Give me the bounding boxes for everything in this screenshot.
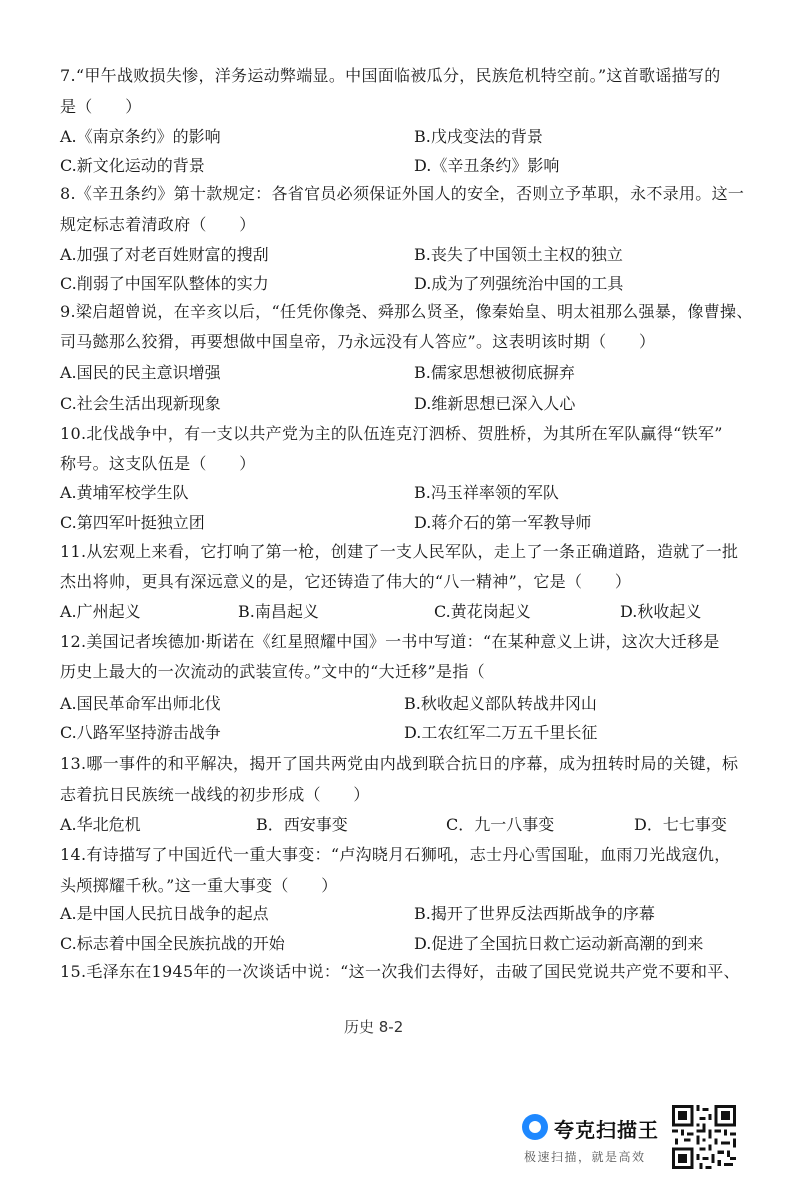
page-label: 历史 8-2 [344, 1018, 404, 1036]
q13-option-a: A.华北危机 [60, 815, 141, 834]
q7-option-d: D.《辛丑条约》影响 [414, 156, 560, 175]
quark-logo-icon [522, 1114, 548, 1140]
q10-option-a: A.黄埔军校学生队 [60, 483, 189, 502]
q9-option-b: B.儒家思想被彻底摒弃 [414, 363, 575, 382]
q12-option-a: A.国民革命军出师北伐 [60, 694, 221, 713]
brand-slogan: 极速扫描，就是高效 [524, 1150, 646, 1164]
q12-stem-line-1: 12.美国记者埃德加·斯诺在《红星照耀中国》一书中写道：“在某种意义上讲，这次大迁移是 [60, 632, 720, 651]
q15-stem-line-1: 15.毛泽东在1945年的一次谈话中说：“这一次我们去得好，击破了国民党说共产党不要和平、 [60, 962, 740, 981]
q10-option-d: D.蒋介石的第一军教导师 [414, 513, 592, 532]
q12-stem-line-2: 历史上最大的一次流动的武装宣传。”文中的“大迁移”是指（ [60, 662, 485, 681]
q13-stem-line-2: 志着抗日民族统一战线的初步形成（ ） [60, 785, 370, 804]
brand-name: 夸克扫描王 [554, 1118, 659, 1142]
q9-stem-line-2: 司马懿那么狡猾，再要想做中国皇帝，乃永远没有人答应”。这表明该时期（ ） [60, 332, 656, 351]
q11-option-c: C.黄花岗起义 [434, 602, 531, 621]
q14-stem-line-2: 头颅掷耀千秋。”这一重大事变（ ） [60, 876, 338, 895]
q14-option-c: C.标志着中国全民族抗战的开始 [60, 934, 285, 953]
q12-option-c: C.八路军坚持游击战争 [60, 723, 221, 742]
q13-stem-line-1: 13.哪一事件的和平解决，揭开了国共两党由内战到联合抗日的序幕，成为扭转时局的关键，标 [60, 754, 739, 773]
q11-option-d: D.秋收起义 [620, 602, 702, 621]
q7-option-a: A.《南京条约》的影响 [60, 127, 221, 146]
q8-option-a: A.加强了对老百姓财富的搜刮 [60, 245, 269, 264]
q9-option-d: D.维新思想已深入人心 [414, 394, 576, 413]
q9-stem-line-1: 9.梁启超曾说，在辛亥以后，“任凭你像尧、舜那么贤圣，像秦始皇、明太祖那么强暴，像曹操、 [60, 302, 753, 321]
q12-option-d: D.工农红军二万五千里长征 [404, 723, 598, 742]
q7-option-c: C.新文化运动的背景 [60, 156, 205, 175]
q14-option-d: D.促进了全国抗日救亡运动新高潮的到来 [414, 934, 704, 953]
q8-stem-line-1: 8.《辛丑条约》第十款规定：各省官员必须保证外国人的安全，否则立予革职，永不录用。这一 [60, 184, 745, 203]
q9-option-a: A.国民的民主意识增强 [60, 363, 221, 382]
scanner-brand [522, 1110, 672, 1170]
q13-option-d: D．七七事变 [634, 815, 727, 834]
q7-stem-line-2: 是（ ） [60, 97, 142, 116]
q14-option-a: A.是中国人民抗日战争的起点 [60, 904, 269, 923]
q8-option-d: D.成为了列强统治中国的工具 [414, 274, 624, 293]
q8-option-c: C.削弱了中国军队整体的实力 [60, 274, 269, 293]
q10-option-b: B.冯玉祥率领的军队 [414, 483, 559, 502]
q8-stem-line-2: 规定标志着清政府（ ） [60, 215, 256, 234]
q8-option-b: B.丧失了中国领土主权的独立 [414, 245, 623, 264]
q10-stem-line-2: 称号。这支队伍是（ ） [60, 454, 256, 473]
q11-option-b: B.南昌起义 [238, 602, 319, 621]
q14-stem-line-1: 14.有诗描写了中国近代一重大事变：“卢沟晓月石狮吼，志士丹心雪国耻，血雨刀光战寇仇， [60, 845, 731, 864]
q11-stem-line-1: 11.从宏观上来看，它打响了第一枪，创建了一支人民军队，走上了一条正确道路，造就了一批 [60, 542, 739, 561]
q14-option-b: B.揭开了世界反法西斯战争的序幕 [414, 904, 655, 923]
q12-option-b: B.秋收起义部队转战井冈山 [404, 694, 597, 713]
q7-option-b: B.戊戌变法的背景 [414, 127, 543, 146]
q13-option-c: C．九一八事变 [446, 815, 555, 834]
q7-stem-line-1: 7.“甲午战败损失惨，洋务运动弊端显。中国面临被瓜分，民族危机特空前。”这首歌谣描写的 [60, 66, 721, 85]
q11-option-a: A.广州起义 [60, 602, 141, 621]
qr-code-icon [672, 1105, 736, 1169]
q9-option-c: C.社会生活出现新现象 [60, 394, 221, 413]
q10-option-c: C.第四军叶挺独立团 [60, 513, 205, 532]
q11-stem-line-2: 杰出将帅，更具有深远意义的是，它还铸造了伟大的“八一精神”，它是（ ） [60, 572, 632, 591]
q10-stem-line-1: 10.北伐战争中，有一支以共产党为主的队伍连克汀泗桥、贺胜桥，为其所在军队赢得“铁军” [60, 424, 723, 443]
q13-option-b: B．西安事变 [256, 815, 348, 834]
